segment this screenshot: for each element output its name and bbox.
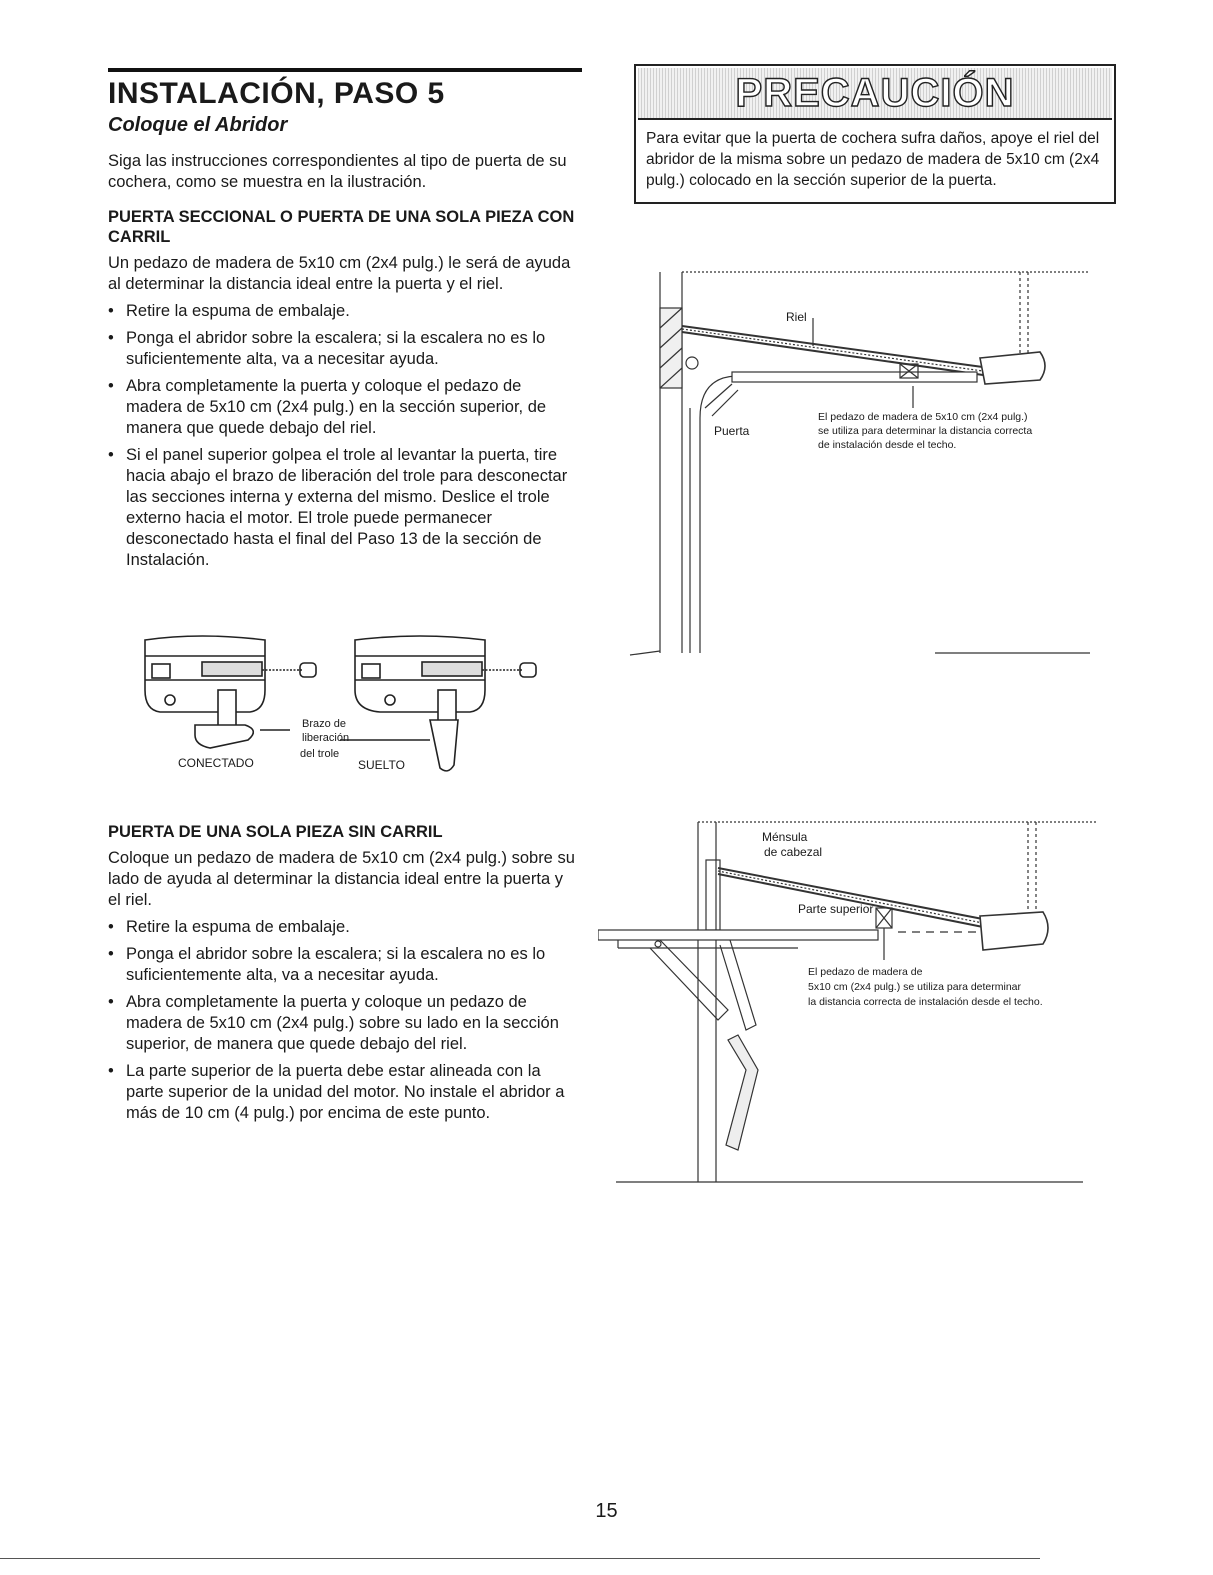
intro-text: Siga las instrucciones correspondientes al tipo de puerta de su cochera, como se muestra en la ilustración. (108, 152, 567, 191)
label-rail: Riel (786, 310, 807, 324)
label-release-arm-1: Brazo de (302, 718, 347, 730)
caution-box (634, 64, 1116, 204)
wood-note-3: de instalación desde el techo. (818, 439, 957, 451)
section2-paragraph: Coloque un pedazo de madera de 5x10 cm (2x4 pulg.) sobre su lado de ayuda al determinar la distancia ideal entre la puerta y el riel. (108, 849, 575, 909)
label-top: Parte superior (798, 902, 874, 916)
sectional-door-figure (620, 268, 1095, 668)
list-item: • Ponga el abridor sobre la escalera; si la escalera no es lo suficientemente alta, va a necesitar ayuda. (108, 944, 578, 986)
caution-text: Para evitar que la puerta de cochera sufra daños, apoye el riel del abridor de la misma sobre un pedazo de madera de 5x10 cm (2x4 pulg.) colocado en la sección superior de la puerta. (646, 130, 1100, 189)
section1-heading: PUERTA SECCIONAL O PUERTA DE UNA SOLA PIEZA CON CARRIL (108, 208, 575, 246)
wood-note2-3: la distancia correcta de instalación desde el techo. (808, 996, 1043, 1008)
page-number: 15 (595, 1500, 618, 1522)
list-item: • Ponga el abridor sobre la escalera; si la escalera no es lo suficientemente alta, va a necesitar ayuda. (108, 328, 578, 370)
section1-bullets (108, 301, 578, 571)
list-item: • Retire la espuma de embalaje. (108, 301, 578, 322)
section2 (108, 822, 578, 1130)
wood-note2-1: El pedazo de madera de (808, 966, 923, 978)
caution-header (638, 68, 1112, 120)
one-piece-door-figure (598, 820, 1098, 1185)
left-column (108, 68, 578, 577)
section2-heading: PUERTA DE UNA SOLA PIEZA SIN CARRIL (108, 823, 443, 841)
page-title: INSTALACIÓN, PASO 5 (108, 77, 445, 110)
list-item: • La parte superior de la puerta debe estar alineada con la parte superior de la unidad del motor. No instale el abridor a más de 10 cm (4 pulg.) por encima de este punto. (108, 1061, 578, 1124)
list-item: • Retire la espuma de embalaje. (108, 917, 578, 938)
trolley-figure (140, 630, 560, 780)
wood-note2-2: 5x10 cm (2x4 pulg.) se utiliza para determinar (808, 981, 1022, 993)
label-header-bracket-1: Ménsula (762, 830, 808, 844)
list-item: • Si el panel superior golpea el trole al levantar la puerta, tire hacia abajo el brazo de liberación del trole para desconectar las secciones interna y externa del mismo. Deslice el trole externo hacia el motor. El trole puede permanecer desconectado hasta el final del Paso 13 de la sección de Instalación. (108, 445, 578, 571)
wood-note-2: se utiliza para determinar la distancia correcta (818, 425, 1033, 437)
bottom-rule (0, 1558, 1040, 1559)
list-item: • Abra completamente la puerta y coloque un pedazo de madera de 5x10 cm (2x4 pulg.) sobre su lado en la sección superior, de manera que quede debajo del riel. (108, 992, 578, 1055)
label-connected: CONECTADO (178, 756, 254, 770)
title-rule (108, 68, 582, 72)
page-subtitle: Coloque el Abridor (108, 114, 288, 136)
caution-heading: PRECAUCIÓN (735, 70, 1015, 115)
label-release-arm-2: liberación (302, 732, 350, 744)
label-release-arm-3: del trole (300, 748, 340, 760)
label-loose: SUELTO (358, 758, 405, 772)
sectional-door-illustration (620, 268, 1095, 668)
section1-paragraph: Un pedazo de madera de 5x10 cm (2x4 pulg.) le será de ayuda al determinar la distancia ideal entre la puerta y el riel. (108, 254, 571, 293)
label-door: Puerta (714, 424, 750, 438)
wood-note-1: El pedazo de madera de 5x10 cm (2x4 pulg.) (818, 411, 1028, 423)
section2-bullets (108, 917, 578, 1124)
list-item: • Abra completamente la puerta y coloque el pedazo de madera de 5x10 cm (2x4 pulg.) en la sección superior, de manera que quede debajo del riel. (108, 376, 578, 439)
label-header-bracket-2: de cabezal (764, 845, 823, 859)
